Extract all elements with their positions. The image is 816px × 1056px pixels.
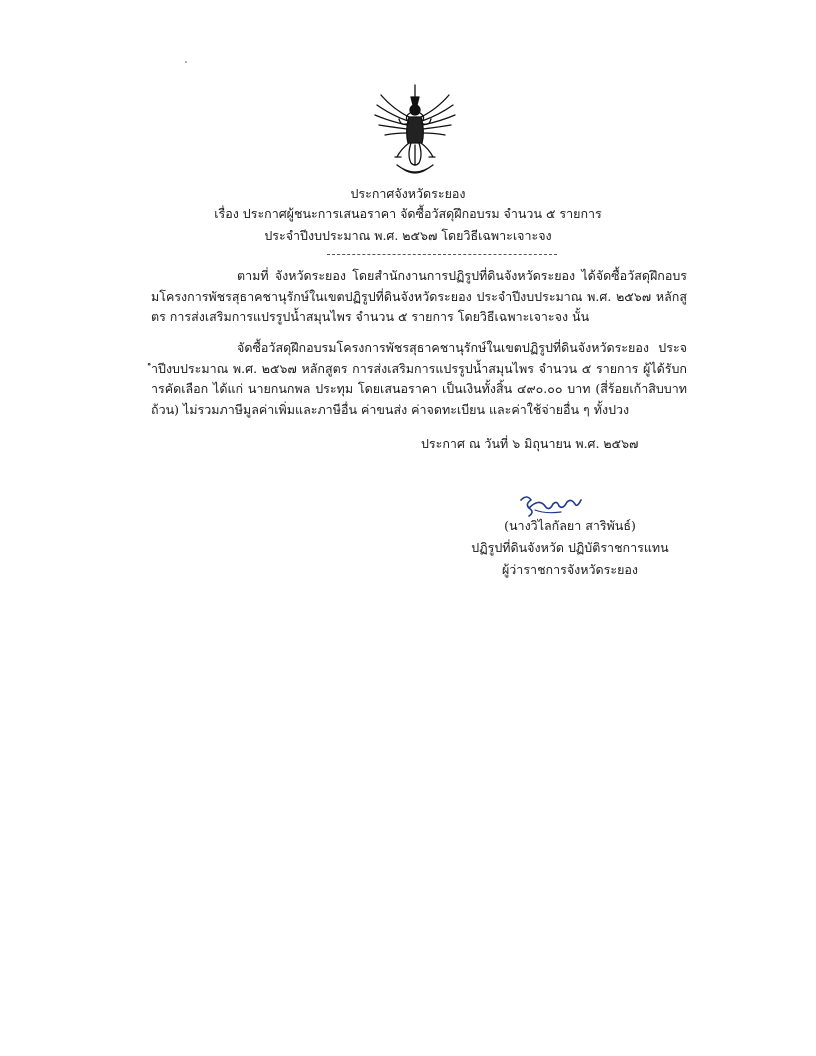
paragraph-1: ตามที่ จังหวัดระยอง โดยสำนักงานการปฏิรูปที่ดินจังหวัดระยอง ได้จัดซื้อวัสดุฝึกอบรมโครงการพัชรสุธาคชานุรักษ์ในเขตปฏิรูปที่ดินจังหวัดระยอง ประจำปีงบประมาณ พ.ศ. ๒๕๖๗ หลักสูตร การส่งเสริมการแปรรูปน้ำสมุนไพร จำนวน ๕ รายการ โดยวิธีเฉพาะเจาะจง นั้น: [151, 268, 687, 324]
signatory-position-2: ผู้ว่าราชการจังหวัดระยอง: [501, 562, 639, 577]
announcement-date: ประกาศ ณ วันที่ ๖ มิถุนายน พ.ศ. ๒๕๖๗: [421, 436, 639, 451]
garuda-emblem-icon: [371, 83, 459, 179]
document-subject: เรื่อง ประกาศผู้ชนะการเสนอราคา จัดซื้อวัสดุฝึกอบรม จำนวน ๕ รายการ: [214, 206, 602, 221]
header-divider: [327, 254, 557, 255]
signatory-name: (นางวิไลกัลยา สาริพันธ์): [504, 518, 636, 533]
scan-speck: [185, 61, 187, 63]
signatory-position-1: ปฏิรูปที่ดินจังหวัด ปฏิบัติราชการแทน: [471, 540, 669, 555]
paragraph-2: จัดซื้อวัสดุฝึกอบรมโครงการพัชรสุธาคชานุรักษ์ในเขตปฏิรูปที่ดินจังหวัดระยอง ประจำปีงบประมาณ พ.ศ. ๒๕๖๗ หลักสูตร การส่งเสริมการแปรรูปน้ำสมุนไพร จำนวน ๕ รายการ ผู้ได้รับการคัดเลือก ได้แก่ นายกนกพล ประทุม โดยเสนอราคา เป็นเงินทั้งสิ้น ๔๙๐.๐๐ บาท (สี่ร้อยเก้าสิบบาทถ้วน) ไม่รวมภาษีมูลค่าเพิ่มและภาษีอื่น ค่าขนส่ง ค่าจดทะเบียน และค่าใช้จ่ายอื่น ๆ ทั้งปวง: [151, 340, 687, 417]
document-subject-line-2: ประจำปีงบประมาณ พ.ศ. ๒๕๖๗ โดยวิธีเฉพาะเจาะจง: [264, 228, 552, 243]
document-title: ประกาศจังหวัดระยอง: [350, 186, 466, 201]
